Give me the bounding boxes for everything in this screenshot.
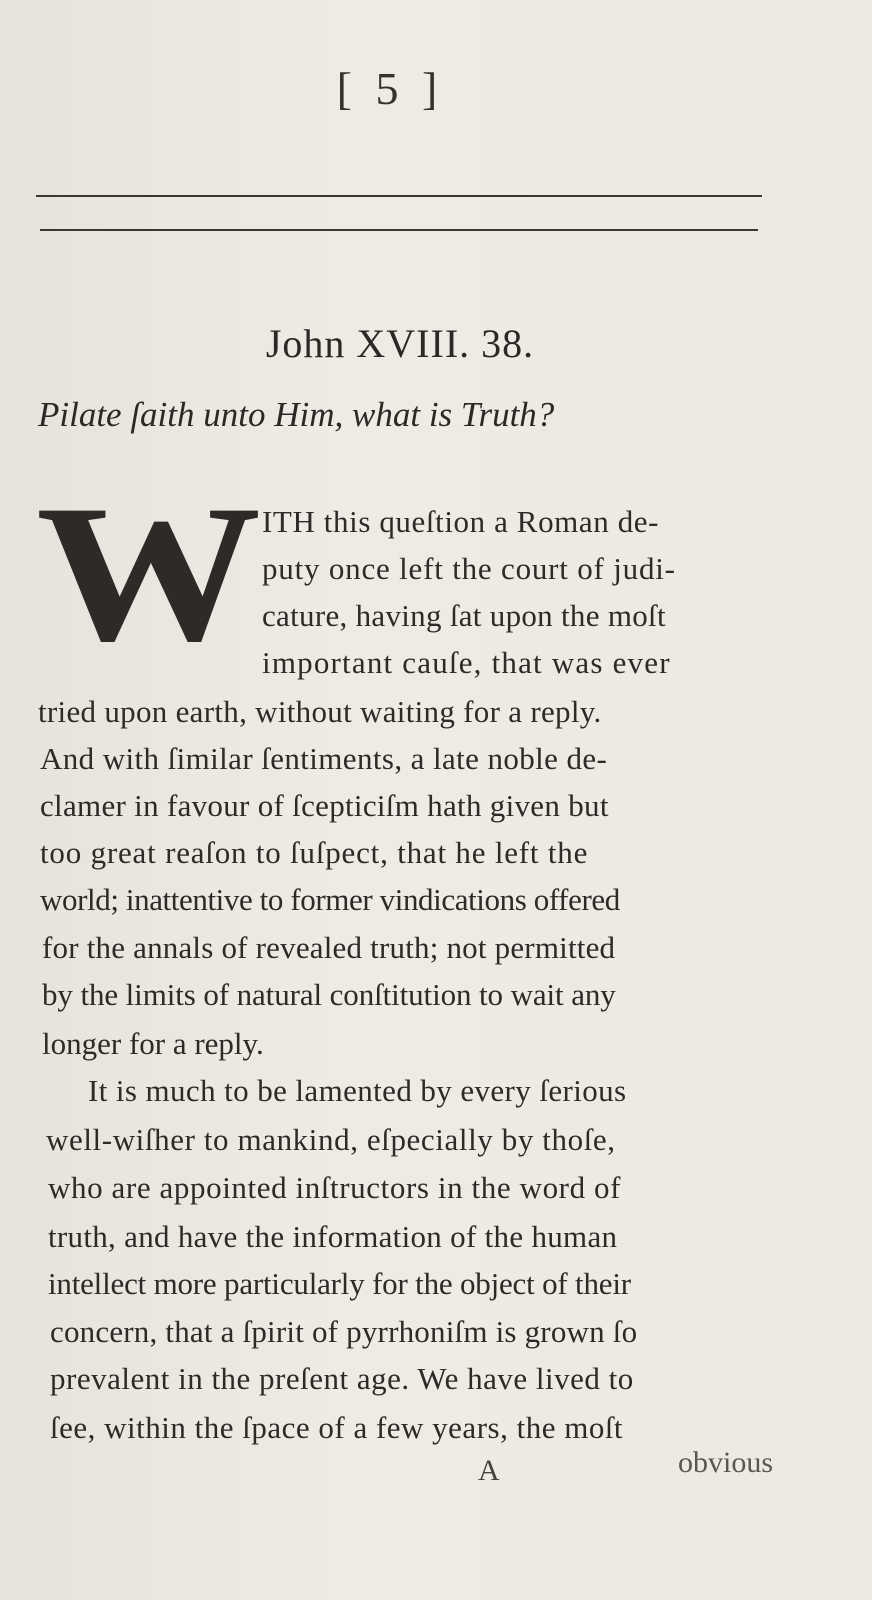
text-line: It is much to be lamented by every ſerious: [88, 1073, 627, 1108]
header-rule-bottom: [40, 229, 758, 231]
text-line: for the annals of revealed truth; not permitted: [42, 930, 616, 965]
text-line: concern, that a ſpirit of pyrrhoniſm is grown ſo: [50, 1314, 638, 1349]
text-line: important cauſe, that was ever: [262, 645, 671, 680]
text-line: clamer in favour of ſcepticiſm hath given but: [40, 788, 609, 823]
text-line: longer for a reply.: [42, 1026, 264, 1061]
text-line: And with ſimilar ſentiments, a late noble de-: [40, 741, 608, 776]
text-line: intellect more particularly for the object of their: [48, 1266, 631, 1301]
text-line: ſee, within the ſpace of a few years, the moſt: [50, 1410, 624, 1445]
text-line: by the limits of natural conſtitution to wait any: [42, 977, 616, 1012]
text-line: world; inattentive to former vindications offered: [40, 882, 620, 917]
text-line: well-wiſher to mankind, eſpecially by thoſe,: [46, 1122, 616, 1157]
text-line: who are appointed inſtructors in the word of: [48, 1170, 622, 1205]
drop-cap-initial: W: [36, 465, 262, 682]
signature-mark: A: [478, 1454, 500, 1487]
text-line: truth, and have the information of the human: [48, 1219, 618, 1254]
page-number: [ 5 ]: [336, 63, 444, 114]
scripture-quote: Pilate ſaith unto Him, what is Truth?: [38, 395, 555, 434]
text-line: ITH this queſtion a Roman de-: [262, 504, 660, 539]
chapter-heading: John XVIII. 38.: [265, 321, 535, 366]
catchword: obvious: [678, 1446, 774, 1479]
header-rule-top: [36, 195, 762, 197]
text-line: prevalent in the preſent age. We have lived to: [50, 1361, 634, 1396]
text-line: cature, having ſat upon the moſt: [262, 598, 666, 633]
text-line: puty once left the court of judi-: [262, 551, 676, 586]
text-line: too great reaſon to ſuſpect, that he left the: [40, 835, 589, 870]
text-line: tried upon earth, without waiting for a reply.: [38, 694, 602, 729]
